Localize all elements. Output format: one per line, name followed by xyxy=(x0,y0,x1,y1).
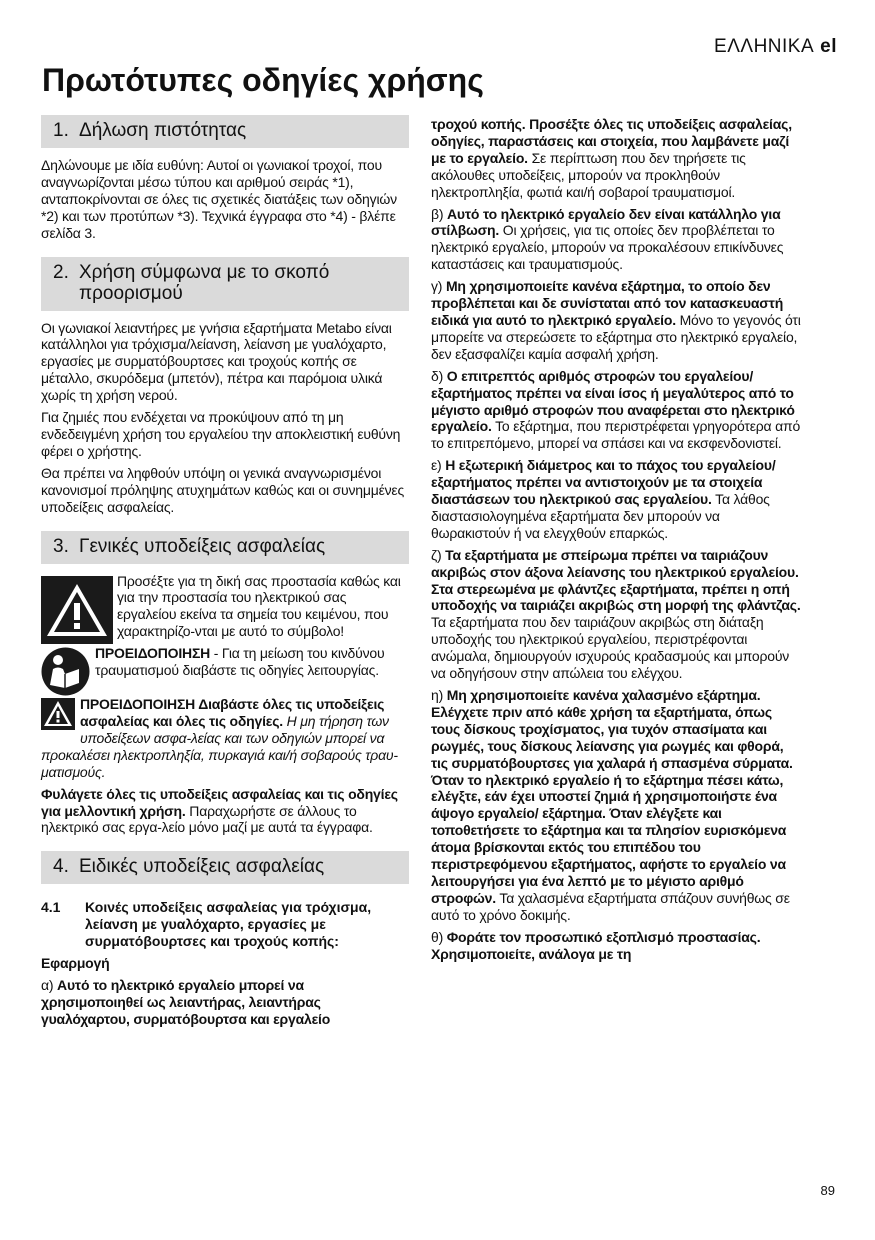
item-f-text: Τα εξαρτήματα που δεν ταιριάζουν ακριβώς στη διάταξη υποδοχής του ηλεκτρικού εργαλείου, περιστρέφονται ανώμαλα, δημιουργούν ισχυρούς κραδασμούς και μπορούν να οδηγήσουν στην απώλεια του ελέγχου. xyxy=(431,614,790,682)
warning-bold-text: ΠΡΟΕΙΔΟΠΟΙΗΣΗ Διαβάστε όλες τις υποδείξεις ασφαλείας και όλες τις οδηγίες. xyxy=(80,696,385,730)
item-b-text: Οι χρήσεις, για τις οποίες δεν προβλέπεται το ηλεκτρικό εργαλείο, μπορούν να προκαλέσουν επικίνδυνες καταστάσεις και τραυματισμούς. xyxy=(431,222,784,273)
item-a-cont-text: Σε περίπτωση που δεν τηρήσετε τις ακόλουθες υποδείξεις, μπορούν να προκληθούν ηλεκτροπληξία, φωτιά και/ή σοβαροί τραυματισμοί. xyxy=(431,149,746,200)
application-heading: Εφαρμογή xyxy=(41,955,110,972)
item-e xyxy=(431,457,801,542)
item-c-text: Μόνο το γεγονός ότι μπορείτε να στερεώσετε το εξάρτημα στο ηλεκτρικό εργαλείο, δεν εξασφαλίζει καμία ασφαλή χρήση. xyxy=(431,311,801,362)
item-b-bold: Αυτό το ηλεκτρικό εργαλείο δεν είναι κατάλληλο για στίλβωση. xyxy=(431,205,781,239)
item-c-bold: Μη χρησιμοποιείτε κανένα εξάρτημα, το οποίο δεν προβλέπεται και δε συνίσταται από τον κατασκευαστή ειδικά για αυτό το ηλεκτρικό εργαλείο. xyxy=(431,278,784,328)
right-column xyxy=(431,116,801,968)
item-g-text: Τα χαλασμένα εξαρτήματα σπάζουν συνήθως σε αυτό το χρόνο δοκιμής. xyxy=(431,889,790,923)
intended-use-paragraph: Οι γωνιακοί λειαντήρες με γνήσια εξαρτήματα Metabo είναι κατάλληλοι για τρόχισμα/λείανση, λείανση με γυαλόχαρτο, εργασίες με συρματόβουρτσες και τροχούς κοπής σε μέταλλο, σκυρόδεμα (μπετόν), πέτρα και παρόμοια υλικά χωρίς τη χρήση νερού. xyxy=(41,319,392,404)
section-title: Γενικές υποδείξεις ασφαλείας xyxy=(79,535,326,557)
subsection-number: 4.1 xyxy=(41,899,61,916)
conformity-paragraph: Δηλώνουμε με ιδία ευθύνη: Αυτοί οι γωνιακοί τροχοί, που αναγνωρίζονται μέσω τύπου και αριθμού σειράς *1), ανταποκρίνονται σε όλες τις σχετικές διατάξεις των οδηγιών *2) και των προτύπων *3). Τεχνικά έγγραφα στο *4) - βλέπε σελίδα 3. xyxy=(41,157,397,241)
section-number: 4. xyxy=(53,856,69,878)
left-column xyxy=(41,115,409,1033)
liability-paragraph: Για ζημιές που ενδέχεται να προκύψουν από τη μη ενδεδειγμένη χρήση του εργαλείου την αποκλειστική ευθύνη φέρει ο χρήστης. xyxy=(41,409,401,459)
item-h-bold: Φοράτε τον προσωπικό εξοπλισμό προστασίας. Χρησιμοποιείτε, ανάλογα με τη xyxy=(431,928,761,962)
warning-text: - Για τη μείωση του κινδύνου τραυματισμού διαβάστε τις οδηγίες λειτουργίας. xyxy=(95,645,385,679)
item-a-cont-bold: τροχού κοπής. Προσέξτε όλες τις υποδείξεις ασφαλείας, οδηγίες, παραστάσεις και στοιχεία, που λαμβάνετε μαζί με το εργαλείο. xyxy=(431,116,792,166)
page-number: 89 xyxy=(820,1183,835,1198)
document-title: Πρωτότυπες οδηγίες χρήσης xyxy=(42,62,484,98)
item-a-start xyxy=(41,977,409,1028)
section-title: Ειδικές υποδείξεις ασφαλείας xyxy=(79,856,325,878)
section-number: 3. xyxy=(53,535,69,557)
item-prefix: θ) xyxy=(431,928,447,945)
section-2-heading xyxy=(41,257,409,311)
keep-instructions-bold: Φυλάγετε όλες τις υποδείξεις ασφαλείας και τις οδηγίες για μελλοντική χρήση. xyxy=(41,785,398,819)
section-4-heading xyxy=(41,851,409,884)
subsection-title: Κοινές υποδείξεις ασφαλείας για τρόχισμα, λείανση με γυαλόχαρτο, εργασίες με συρματόβουρτσες και τροχούς κοπής: xyxy=(85,899,372,950)
item-prefix: δ) xyxy=(431,367,447,384)
item-d-text: Το εξάρτημα, που περιστρέφεται γρηγορότερα από το επιτρεπόμενο, μπορεί να σπάσει και να εκσφενδονιστεί. xyxy=(431,418,801,452)
warning-italic-text: Η μη τήρηση των υποδείξεων ασφα-λείας και των οδηγιών μπορεί να προκαλέσει ηλεκτροπληξία, πυρκαγιά και/ή σοβαρούς τραυ-ματισμούς. xyxy=(41,713,398,780)
item-e-bold: Η εξωτερική διάμετρος και το πάχος του εργαλείου/εξαρτήματος πρέπει να αντιστοιχούν με τα στοιχεία διαστάσεων του ηλεκτρικού σας εργαλείου. xyxy=(431,457,776,508)
general-warning-paragraph xyxy=(41,696,409,781)
item-d xyxy=(431,368,801,453)
item-prefix: γ) xyxy=(431,278,446,295)
language-label xyxy=(714,36,837,58)
item-a-bold: Αυτό το ηλεκτρικό εργαλείο μπορεί να χρησιμοποιηθεί ως λειαντήρας, λειαντήρας γυαλόχαρτου, συρματόβουρτσα και εργαλείο xyxy=(41,977,331,1027)
accident-prevention-paragraph: Θα πρέπει να ληφθούν υπόψη οι γενικά αναγνωρισμένοι κανονισμοί πρόληψης ατυχημάτων καθώς και οι συνημμένες υποδείξεις ασφαλείας. xyxy=(41,464,405,515)
small-warning-icon xyxy=(41,698,75,730)
language-code: el xyxy=(820,36,837,57)
item-g-bold: Μη χρησιμοποιείτε κανένα χαλασμένο εξάρτημα. Ελέγχετε πριν από κάθε χρήση τα εξαρτήματα, όπως τους δίσκους τροχίσματος, για τυχόν σπασίματα και ρωγμές, τους δίσκους λείανσης για ρωγμές και φθορά, τις συρματόβουρτσες για χαλαρά ή σπασμένα σύρματα. Όταν το ηλεκτρικό εργαλείο ή το εξάρτημα πέσει κάτω, ελέγξτε, εάν έχει υποστεί ζημιά ή χρησιμοποιήστε ένα άψογο εργαλείο/ εξάρτημα. Όταν ελέγξετε και τοποθετήσετε το εξάρτημα και τα πλησίον ευρισκόμενα άτομα βρίσκονται εκτός του επιπέδου του περιστρεφόμενου εξαρτήματος, αφήστε το εργαλείο να λειτουργήσει για ένα λεπτό με το μέγιστο αριθμό στροφών. xyxy=(431,687,793,906)
read-manual-block xyxy=(41,645,409,696)
warning-keyword: ΠΡΟΕΙΔΟΠΟΙΗΣΗ xyxy=(95,645,211,662)
item-prefix: ε) xyxy=(431,457,446,474)
keep-instructions-paragraph xyxy=(41,786,409,837)
subsection-4-1-heading xyxy=(41,899,409,950)
symbol-explanation: Προσέξτε για τη δική σας προστασία καθώς και για την προστασία του ηλεκτρικού σας εργαλείου εκείνα τα σημεία του κειμένου, που χαρακτηρίζο-νται με αυτό το σύμβολο! xyxy=(117,572,401,640)
item-g xyxy=(431,687,801,924)
item-h xyxy=(431,929,801,963)
read-manual-icon xyxy=(41,647,90,696)
section-title: Δήλωση πιστότητας xyxy=(79,120,247,141)
item-prefix: β) xyxy=(431,205,448,222)
section-3-heading xyxy=(41,531,409,564)
warning-symbol-block xyxy=(41,573,409,646)
item-prefix: α) xyxy=(41,977,58,993)
item-prefix: ζ) xyxy=(431,546,446,563)
general-warning-block xyxy=(41,696,409,786)
read-manual-paragraph xyxy=(41,645,409,679)
item-f xyxy=(431,547,801,682)
item-d-bold: Ο επιτρεπτός αριθμός στροφών του εργαλείου/εξαρτήματος πρέπει να είναι ίσος ή μεγαλύτερος από το μέγιστο αριθμό στροφών που αναφέρεται στο ηλεκτρικό εργαλείο. xyxy=(431,367,795,435)
item-c xyxy=(431,278,801,363)
item-prefix: η) xyxy=(431,687,447,703)
section-title: Χρήση σύμφωνα με το σκοπό προορισμού xyxy=(79,261,330,304)
warning-triangle-icon xyxy=(41,576,113,644)
language-name: ΕΛΛΗΝΙΚΑ xyxy=(714,36,815,57)
keep-instructions-text: Παραχωρήστε σε άλλους το ηλεκτρικό σας εργα-λείο μόνο μαζί με αυτά τα έγγραφα. xyxy=(41,802,373,836)
item-f-bold: Τα εξαρτήματα με σπείρωμα πρέπει να ταιριάζουν ακριβώς στον άξονα λείανσης του ηλεκτρικού εργαλείου. Στα στερεωμένα με φλάντζες εξαρτήματα, πρέπει η οπή υποδοχής να ταιριάζει ακριβώς στη μορφή της φλάντζας. xyxy=(431,546,801,614)
section-number: 2. xyxy=(53,261,69,283)
section-1-heading xyxy=(41,115,409,148)
item-b xyxy=(431,206,801,274)
section-number: 1. xyxy=(53,120,69,141)
item-a-continued xyxy=(431,116,801,201)
item-e-text: Τα λάθος διαστασιολογημένα εξαρτήματα δεν μπορούν να θωρακιστούν ή να ελεγχθούν επαρκώς. xyxy=(431,491,770,541)
